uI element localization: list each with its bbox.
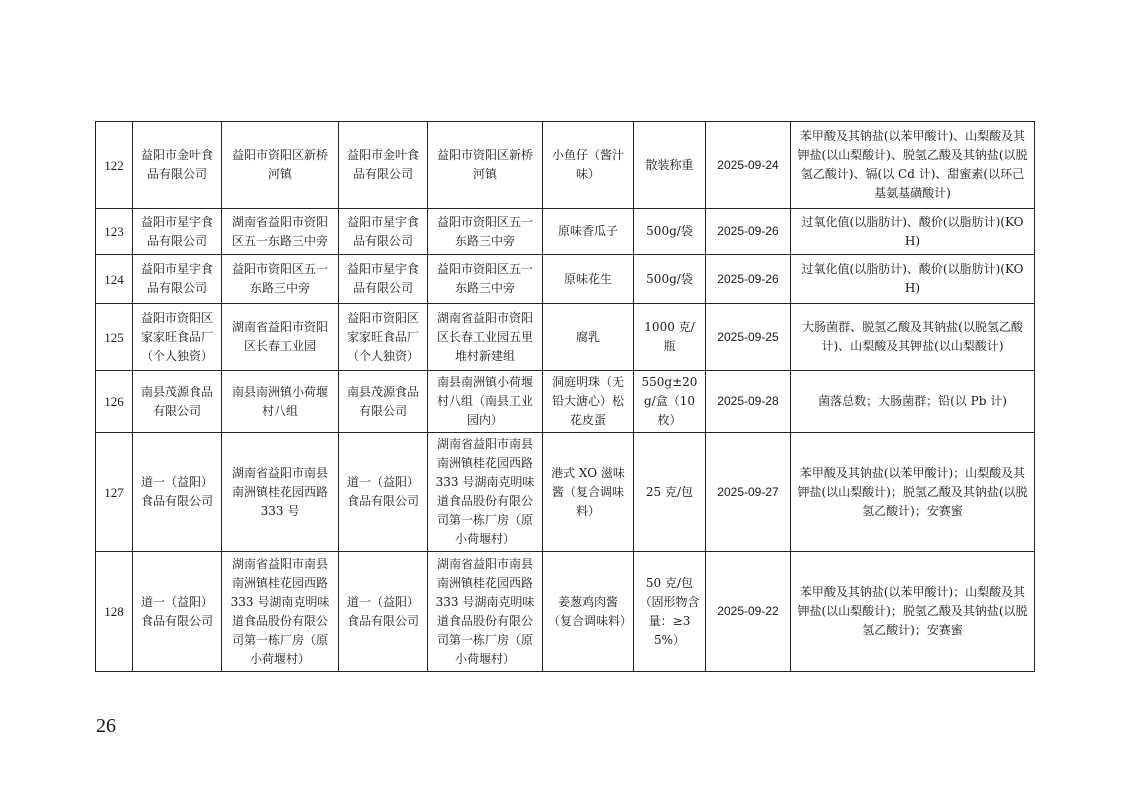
table-row [96,371,1035,433]
product-name: 原味花生 [543,255,634,304]
product-spec: 550g±20g/盒（10 枚） [634,371,706,433]
test-items: 苯甲酸及其钠盐(以苯甲酸计)；山梨酸及其钾盐(以山梨酸计)；脱氢乙酸及其钠盐(以脱氢乙酸计)；安赛蜜 [791,433,1035,552]
seller-address: 益阳市资阳区五一东路三中旁 [428,255,543,304]
producer-name: 益阳市星宇食品有限公司 [133,209,222,255]
table-row [96,433,1035,552]
test-items: 过氧化值(以脂肪计)、酸价(以脂肪计)(KOH) [791,255,1035,304]
production-date: 2025-09-24 [706,122,791,209]
seller-name: 道一（益阳）食品有限公司 [339,552,428,672]
production-date: 2025-09-22 [706,552,791,672]
product-name: 小鱼仔（酱汁味） [543,122,634,209]
seller-address: 南县南洲镇小荷堰村八组（南县工业园内） [428,371,543,433]
production-date: 2025-09-26 [706,209,791,255]
producer-name: 益阳市资阳区家家旺食品厂（个人独资） [133,304,222,371]
producer-address: 南县南洲镇小荷堰村八组 [222,371,339,433]
product-spec: 散装称重 [634,122,706,209]
seller-address: 益阳市资阳区新桥河镇 [428,122,543,209]
row-number: 124 [96,255,133,304]
table-row [96,255,1035,304]
seller-address: 益阳市资阳区五一东路三中旁 [428,209,543,255]
product-spec: 500g/袋 [634,255,706,304]
test-items: 苯甲酸及其钠盐(以苯甲酸计)、山梨酸及其钾盐(以山梨酸计)、脱氢乙酸及其钠盐(以脱氢乙酸计)、镉(以 Cd 计)、甜蜜素(以环己基氨基磺酸计) [791,122,1035,209]
seller-name: 益阳市星宇食品有限公司 [339,209,428,255]
producer-name: 益阳市星宇食品有限公司 [133,255,222,304]
product-name: 原味香瓜子 [543,209,634,255]
seller-address: 湖南省益阳市南县南洲镇桂花园西路 333 号湖南克明味道食品股份有限公司第一栋厂房（原小荷堰村） [428,433,543,552]
producer-address: 湖南省益阳市南县南洲镇桂花园西路 333 号 [222,433,339,552]
producer-name: 道一（益阳）食品有限公司 [133,433,222,552]
product-spec: 50 克/包（固形物含量：≥35%） [634,552,706,672]
seller-address: 湖南省益阳市南县南洲镇桂花园西路 333 号湖南克明味道食品股份有限公司第一栋厂房（原小荷堰村） [428,552,543,672]
seller-name: 益阳市星宇食品有限公司 [339,255,428,304]
producer-address: 益阳市资阳区五一东路三中旁 [222,255,339,304]
seller-name: 益阳市资阳区家家旺食品厂（个人独资） [339,304,428,371]
inspection-results-table [95,121,1035,672]
product-name: 姜葱鸡肉酱（复合调味料） [543,552,634,672]
producer-name: 南县茂源食品有限公司 [133,371,222,433]
producer-name: 道一（益阳）食品有限公司 [133,552,222,672]
production-date: 2025-09-26 [706,255,791,304]
product-spec: 1000 克/瓶 [634,304,706,371]
row-number: 122 [96,122,133,209]
seller-address: 湖南省益阳市资阳区长春工业园五里堆村新建组 [428,304,543,371]
table-row [96,304,1035,371]
product-name: 港式 XO 滋味酱（复合调味料） [543,433,634,552]
producer-address: 湖南省益阳市资阳区长春工业园 [222,304,339,371]
producer-address: 湖南省益阳市南县南洲镇桂花园西路 333 号湖南克明味道食品股份有限公司第一栋厂房（原小荷堰村） [222,552,339,672]
row-number: 125 [96,304,133,371]
table-row [96,122,1035,209]
seller-name: 益阳市金叶食品有限公司 [339,122,428,209]
test-items: 大肠菌群、脱氢乙酸及其钠盐(以脱氢乙酸计)、山梨酸及其钾盐(以山梨酸计) [791,304,1035,371]
test-items: 苯甲酸及其钠盐(以苯甲酸计)；山梨酸及其钾盐(以山梨酸计)；脱氢乙酸及其钠盐(以脱氢乙酸计)；安赛蜜 [791,552,1035,672]
page-number: 26 [96,715,116,737]
table-body [96,122,1035,672]
production-date: 2025-09-28 [706,371,791,433]
row-number: 123 [96,209,133,255]
test-items: 菌落总数；大肠菌群；铅(以 Pb 计) [791,371,1035,433]
product-name: 洞庭明珠（无铅大溏心）松花皮蛋 [543,371,634,433]
seller-name: 道一（益阳）食品有限公司 [339,433,428,552]
producer-name: 益阳市金叶食品有限公司 [133,122,222,209]
production-date: 2025-09-27 [706,433,791,552]
product-spec: 25 克/包 [634,433,706,552]
table-row [96,209,1035,255]
producer-address: 益阳市资阳区新桥河镇 [222,122,339,209]
table-row [96,552,1035,672]
product-spec: 500g/袋 [634,209,706,255]
row-number: 127 [96,433,133,552]
producer-address: 湖南省益阳市资阳区五一东路三中旁 [222,209,339,255]
production-date: 2025-09-25 [706,304,791,371]
seller-name: 南县茂源食品有限公司 [339,371,428,433]
test-items: 过氧化值(以脂肪计)、酸价(以脂肪计)(KOH) [791,209,1035,255]
product-name: 腐乳 [543,304,634,371]
row-number: 126 [96,371,133,433]
row-number: 128 [96,552,133,672]
